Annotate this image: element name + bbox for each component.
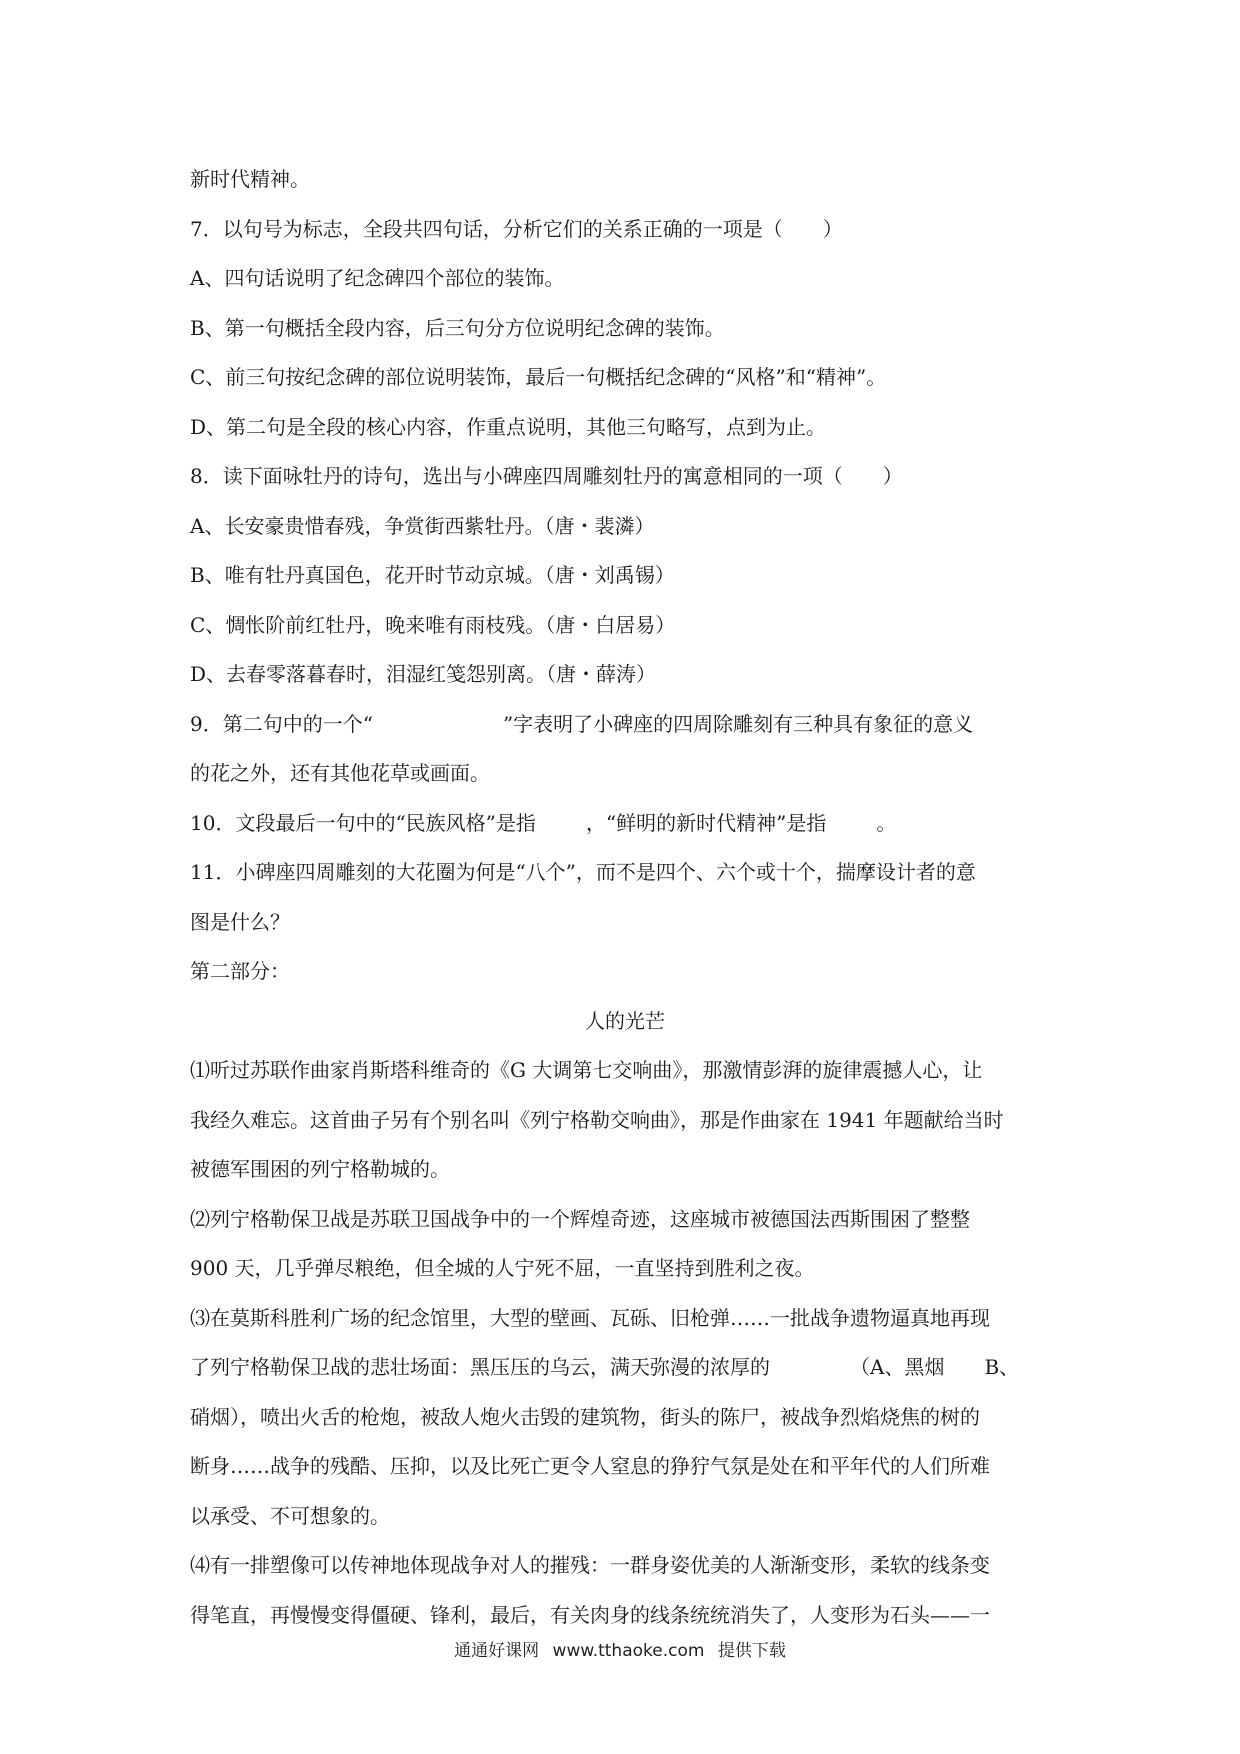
question-9-continued: 的花之外，还有其他花草或画面。 [190, 761, 490, 785]
paragraph-3-line: ⑶在莫斯科胜利广场的纪念馆里，大型的壁画、瓦砾、旧枪弹……一批战争遗物逼真地再现 [190, 1305, 990, 1330]
question-9 [190, 700, 1060, 750]
passage-title: 人的光芒 [585, 1008, 665, 1033]
paragraph-1-line: ⑴听过苏联作曲家肖斯塔科维奇的《G 大调第七交响曲》，那激情彭湃的旋律震撼人心，让 [190, 1058, 983, 1082]
section-heading: 第二部分： [190, 959, 290, 983]
paragraph-4-line: 得笔直，再慢慢变得僵硬、锋利，最后，有关肉身的线条统统消失了，人变形为石头——一 [190, 1602, 990, 1627]
question-10-prefix: 10．文段最后一句中的“民族风格”是指 [190, 810, 536, 835]
question-9-suffix: ”字表明了小碑座的四周除雕刻有三种具有象征的意义 [502, 711, 974, 736]
question-7-option-d: D、第二句是全段的核心内容，作重点说明，其他三句略写，点到为止。 [190, 414, 827, 439]
question-7: 7．以句号为标志，全段共四句话，分析它们的关系正确的一项是（ ） [190, 216, 843, 241]
question-8-option-a: A、长安豪贵惜春残，争赏街西紫牡丹。（唐・裴潾） [190, 513, 655, 538]
question-8-option-b: B、唯有牡丹真国色，花开时节动京城。（唐・刘禹锡） [190, 563, 675, 587]
text-line: 新时代精神。 [190, 167, 310, 191]
paragraph-4-line: ⑷有一排塑像可以传神地体现战争对人的摧残：一群身姿优美的人渐渐变形，柔软的线条变 [190, 1553, 990, 1577]
question-10-middle: ，“鲜明的新时代精神”是指 [585, 810, 827, 835]
question-8: 8．读下面咏牡丹的诗句，选出与小碑座四周雕刻牡丹的寓意相同的一项（ ） [190, 464, 903, 488]
paragraph-3-line: 断身……战争的残酷、压抑，以及比死亡更令人窒息的狰狞气氛是处在和平年代的人们所难 [190, 1454, 990, 1478]
question-10 [190, 799, 1060, 849]
footer-note: 提供下载 [717, 1641, 786, 1661]
question-9-prefix: 9．第二句中的一个“ [190, 711, 373, 736]
paragraph-1-line: 被德军围困的列宁格勒城的。 [190, 1157, 450, 1181]
paragraph-1-line: 我经久难忘。这首曲子另有个别名叫《列宁格勒交响曲》，那是作曲家在 1941 年题献给当时 [190, 1107, 1004, 1132]
paragraph-3-line: 以承受、不可想象的。 [190, 1503, 390, 1528]
page-footer [0, 1636, 1240, 1661]
question-11-continued: 图是什么？ [190, 909, 290, 934]
paragraph-3-options: （A、黑烟 B、 [850, 1355, 1020, 1379]
paragraph-3-line: 硝烟），喷出火舌的枪炮，被敌人炮火击毁的建筑物，街头的陈尸，被战争烈焰烧焦的树的 [190, 1404, 980, 1429]
question-11: 11．小碑座四周雕刻的大花圈为何是“八个”，而不是四个、六个或十个，揣摩设计者的意 [190, 860, 976, 884]
question-8-option-c: C、惆怅阶前红牡丹，晚来唯有雨枝残。（唐・白居易） [190, 612, 676, 637]
paragraph-2-line: ⑵列宁格勒保卫战是苏联卫国战争中的一个辉煌奇迹，这座城市被德国法西斯围困了整整 [190, 1206, 970, 1231]
document-body [190, 155, 1060, 1640]
paragraph-3-line [190, 1343, 1060, 1393]
question-7-option-c: C、前三句按纪念碑的部位说明装饰，最后一句概括纪念碑的“风格”和“精神”。 [190, 365, 887, 389]
question-7-option-a: A、四句话说明了纪念碑四个部位的装饰。 [190, 266, 565, 290]
footer-url: www.tthaoke.com [552, 1641, 705, 1661]
paragraph-3-text: 了列宁格勒保卫战的悲壮场面：黑压压的乌云，满天弥漫的浓厚的 [190, 1355, 770, 1379]
question-10-end: 。 [876, 810, 897, 835]
question-7-option-b: B、第一句概括全段内容，后三句分方位说明纪念碑的装饰。 [190, 315, 725, 340]
question-8-option-d: D、去春零落暮春时，泪湿红笺怨别离。（唐・薛涛） [190, 662, 657, 686]
footer-site-name: 通通好课网 [454, 1641, 540, 1661]
paragraph-2-line: 900 天，几乎弹尽粮绝，但全城的人宁死不屈，一直坚持到胜利之夜。 [190, 1256, 815, 1280]
